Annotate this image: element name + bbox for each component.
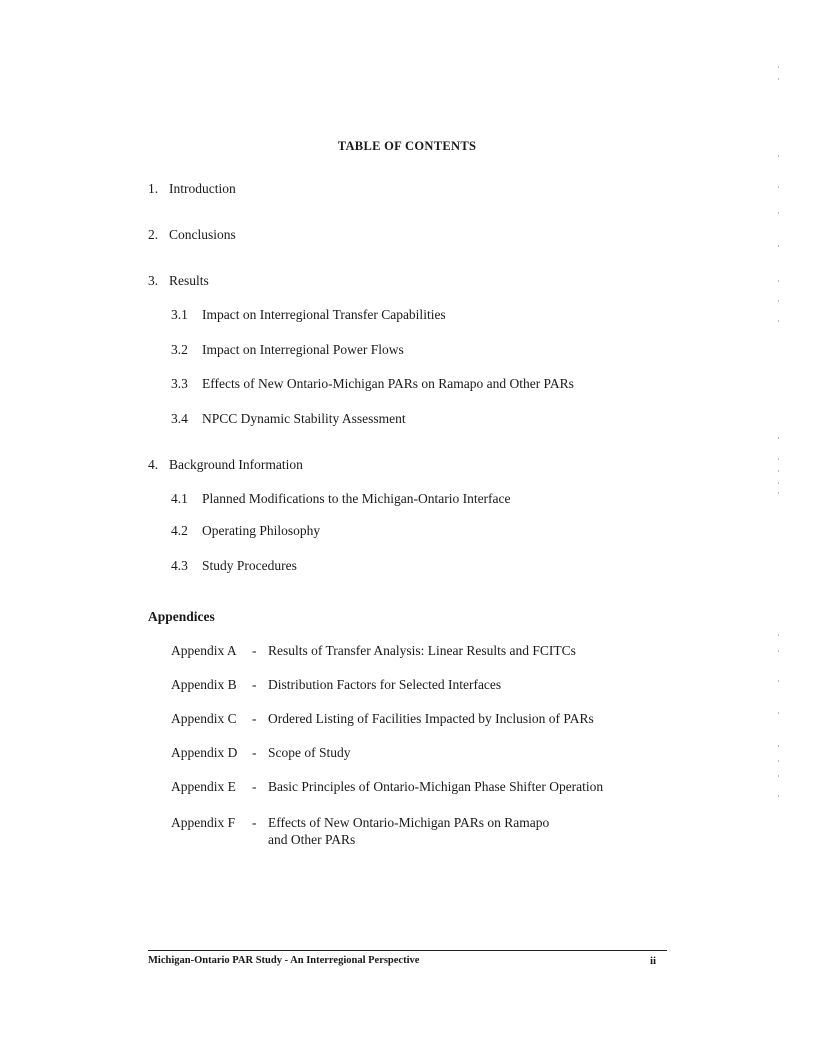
appendix-description: Results of Transfer Analysis: Linear Results and FCITCs [268, 643, 576, 658]
subsection-number: 3.3 [171, 376, 188, 391]
subsection-title: Study Procedures [202, 558, 297, 573]
appendix-label: Appendix A [171, 643, 237, 658]
scan-speck [778, 634, 779, 636]
appendices-heading: Appendices [148, 609, 215, 624]
scan-speck [778, 795, 779, 797]
scan-speck [778, 458, 779, 460]
appendix-description: Effects of New Ontario-Michigan PARs on Ramapo [268, 815, 550, 830]
scan-speck [778, 320, 779, 322]
section-title: Background Information [169, 457, 303, 472]
appendix-label: Appendix C [171, 711, 237, 726]
toc-title: TABLE OF CONTENTS [337, 139, 477, 153]
subsection-number: 4.3 [171, 558, 188, 573]
appendix-description: Scope of Study [268, 745, 351, 760]
subsection-title: Impact on Interregional Transfer Capabilities [202, 307, 446, 322]
appendix-description: Basic Principles of Ontario-Michigan Phase Shifter Operation [268, 779, 604, 794]
appendix-label: Appendix E [171, 779, 236, 794]
subsection-number: 3.2 [171, 342, 188, 357]
section-number: 2. [148, 227, 159, 242]
subsection-number: 4.1 [171, 491, 188, 506]
subsection-title: Planned Modifications to the Michigan-Ontario Interface [202, 491, 511, 506]
scan-speck [778, 470, 779, 472]
appendix-description: Ordered Listing of Facilities Impacted by Inclusion of PARs [268, 711, 594, 726]
subsection-title: Effects of New Ontario-Michigan PARs on Ramapo and Other PARs [202, 376, 574, 391]
section-title: Conclusions [169, 227, 236, 242]
scan-speck [778, 492, 779, 494]
appendix-dash: - [252, 643, 257, 658]
appendix-description: Distribution Factors for Selected Interfaces [268, 677, 502, 692]
scan-speck [778, 650, 779, 652]
page-number: ii [650, 955, 657, 967]
appendix-description-continued: and Other PARs [268, 832, 356, 847]
scan-speck [778, 186, 779, 188]
footer-rule [148, 950, 667, 951]
scan-speck [778, 760, 779, 762]
subsection-number: 3.4 [171, 411, 188, 426]
appendix-label: Appendix D [171, 745, 238, 760]
scan-speck [778, 775, 779, 777]
appendix-dash: - [252, 815, 257, 830]
scan-speck [778, 212, 779, 214]
appendix-dash: - [252, 745, 257, 760]
scan-speck [778, 680, 779, 682]
appendix-dash: - [252, 779, 257, 794]
scan-speck [778, 437, 779, 439]
scan-speck [778, 712, 779, 714]
section-number: 3. [148, 273, 159, 288]
scan-speck [778, 745, 779, 747]
subsection-title: NPCC Dynamic Stability Assessment [202, 411, 406, 426]
scan-speck [778, 300, 779, 302]
appendix-dash: - [252, 677, 257, 692]
footer-title: Michigan-Ontario PAR Study - An Interregional Perspective [148, 955, 420, 966]
section-title: Results [169, 273, 209, 288]
section-title: Introduction [169, 181, 236, 196]
section-number: 1. [148, 181, 159, 196]
scan-speck [778, 482, 779, 484]
appendix-dash: - [252, 711, 257, 726]
scan-speck [778, 280, 779, 282]
scan-speck [778, 245, 779, 247]
subsection-number: 3.1 [171, 307, 188, 322]
subsection-number: 4.2 [171, 523, 188, 538]
section-number: 4. [148, 457, 159, 472]
subsection-title: Impact on Interregional Power Flows [202, 342, 404, 357]
appendix-label: Appendix F [171, 815, 236, 830]
appendix-label: Appendix B [171, 677, 237, 692]
scan-speck [778, 155, 779, 157]
subsection-title: Operating Philosophy [202, 523, 321, 538]
scan-speck [778, 66, 779, 68]
scan-speck [778, 78, 779, 80]
